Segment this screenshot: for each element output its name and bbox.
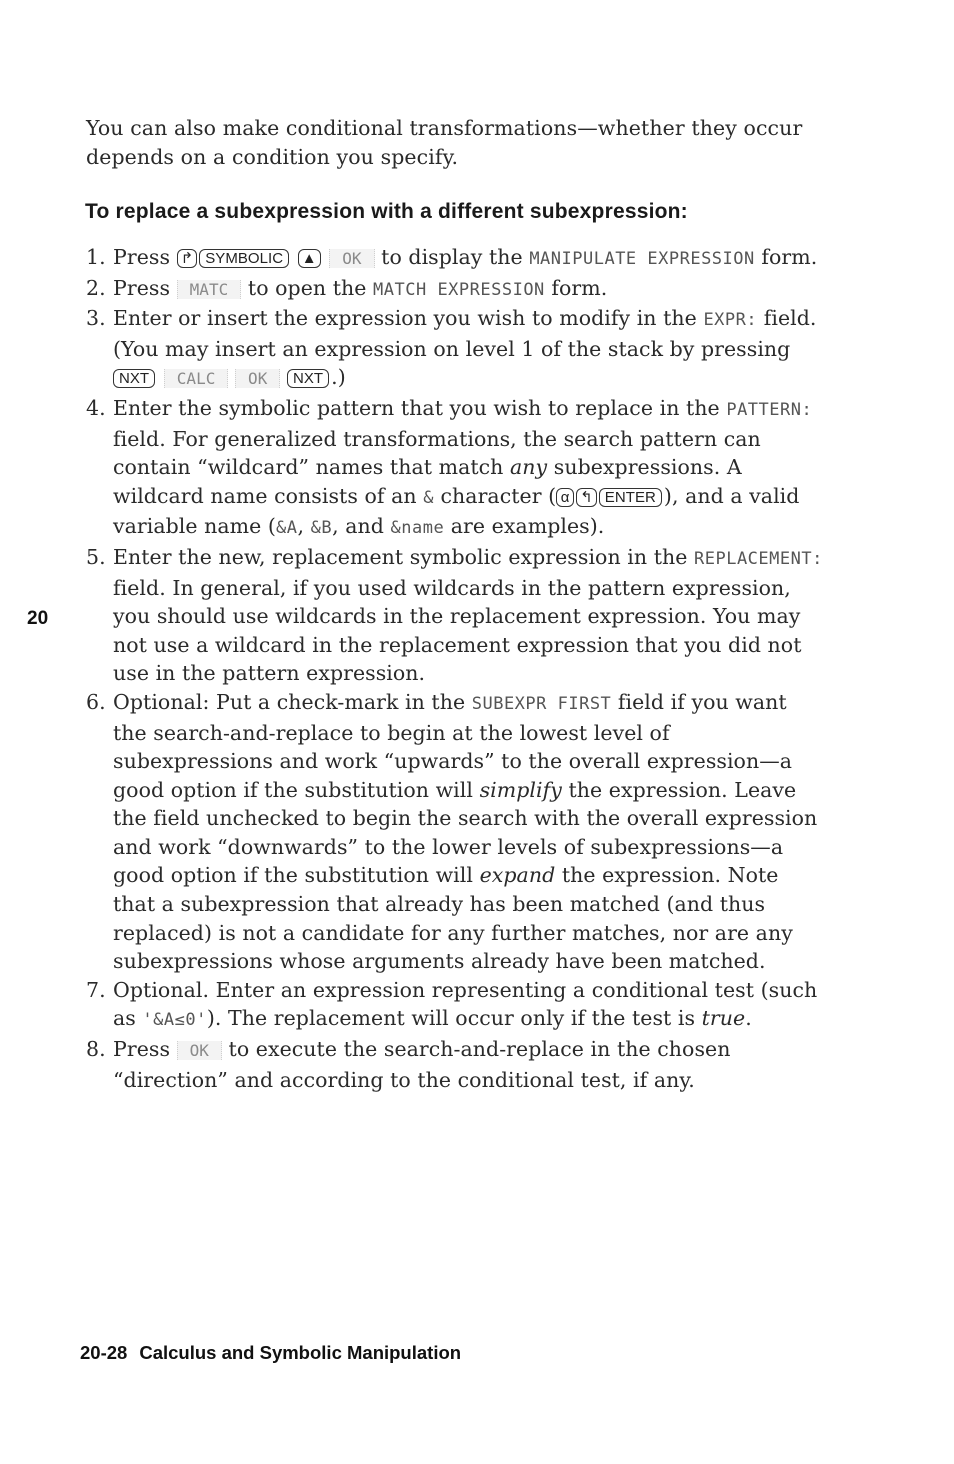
field-name: SUBEXPR FIRST	[471, 693, 612, 714]
step-text: the expression. Leave the field unchecked to begin the search with the overall expression and work “downwards” to the lower levels of subexpressions—a good option if the substitution will	[113, 777, 818, 888]
procedure-heading: To replace a subexpression with a different subexpression:	[85, 200, 688, 223]
chapter-title: Calculus and Symbolic Manipulation	[139, 1342, 462, 1363]
chapter-tab: 20	[27, 608, 49, 629]
emphasis: any	[510, 455, 548, 480]
step-number: 7.	[86, 977, 106, 1002]
step-text: Press	[113, 1037, 171, 1062]
step-text: to execute the search-and-replace in the chosen “direction” and according to the conditional test, if any.	[113, 1037, 731, 1092]
calc-softkey: CALC	[164, 369, 229, 388]
step-number: 2.	[86, 275, 106, 300]
step-text: form.	[761, 245, 818, 269]
step-text: Enter or insert the expression you wish to modify in the	[113, 306, 697, 331]
intro-paragraph: You can also make conditional transformations—whether they occur depends on a condition you specify.	[86, 116, 803, 169]
step-text: form.	[551, 275, 608, 300]
step-number: 8.	[86, 1037, 106, 1062]
step-text: subexpressions. A wildcard name consists of an	[113, 455, 742, 508]
step-4	[86, 394, 826, 543]
step-number: 3.	[86, 306, 106, 331]
steps-list	[86, 243, 826, 1094]
step-text: ,	[297, 514, 305, 539]
emphasis: true	[701, 1006, 746, 1031]
step-text: to display the	[381, 245, 523, 269]
step-text: to open the	[247, 275, 367, 300]
step-2	[86, 274, 826, 305]
page-footer	[80, 1342, 461, 1364]
ok-softkey: OK	[177, 1041, 222, 1060]
step-number: 1.	[86, 245, 106, 269]
step-text: Enter the new, replacement symbolic expression in the	[113, 544, 688, 569]
step-1	[86, 243, 826, 274]
emphasis: simplify	[479, 777, 562, 802]
step-text: Press	[113, 245, 171, 269]
left-shift-key: ↰	[576, 488, 597, 507]
step-7	[86, 976, 826, 1035]
code-example: '&A≤0'	[142, 1010, 207, 1031]
step-6	[86, 688, 826, 976]
ampersand-char: &	[423, 487, 434, 508]
step-text: field. In general, if you used wildcards in the pattern expression, you should use wildcards in the replacement expression. You may not use a wildcard in the replacement expression that you did not use in the pattern expression.	[113, 575, 802, 686]
step-3	[86, 304, 826, 394]
ok-softkey: OK	[235, 369, 280, 388]
example-name: &A	[275, 518, 298, 539]
form-name: MATCH EXPRESSION	[373, 279, 545, 300]
example-name: &B	[310, 518, 333, 539]
step-text: field. (You may insert an expression on level 1 of the stack by pressing	[113, 306, 817, 361]
right-shift-key: ↱	[177, 249, 198, 268]
step-text: field. For generalized transformations, the search pattern can contain “wildcard” names that match	[113, 426, 761, 480]
up-arrow-key: ▲	[298, 249, 321, 268]
step-text: are examples).	[450, 514, 605, 539]
field-name: EXPR:	[703, 310, 758, 331]
step-8	[86, 1035, 826, 1094]
step-number: 6.	[86, 689, 106, 714]
step-text: character (	[440, 483, 557, 508]
page-number: 20-28	[80, 1342, 128, 1363]
step-text: the expression. Note that a subexpression that already has been matched (and thus replaced) is not a candidate for any further matches, nor are any subexpressions whose arguments already have been matched.	[113, 863, 793, 974]
field-name: REPLACEMENT:	[694, 548, 823, 569]
emphasis: expand	[479, 863, 556, 888]
nxt-key: NXT	[113, 369, 155, 388]
step-text: Optional. Enter an expression representing a conditional test (such as	[113, 977, 818, 1031]
step-text: field if you want the search-and-replace to begin at the lowest level of subexpressions and work “upwards” to the overall expression—a good option if the substitution will	[113, 689, 793, 802]
step-5	[86, 543, 826, 688]
enter-key: ENTER	[599, 488, 662, 507]
step-text: .	[745, 1006, 752, 1031]
nxt-key: NXT	[287, 369, 329, 388]
step-text: , and	[332, 514, 384, 539]
form-name: MANIPULATE EXPRESSION	[529, 249, 755, 269]
step-number: 4.	[86, 395, 106, 420]
example-name: &name	[390, 518, 445, 539]
step-text: ), and a valid variable name (	[113, 483, 800, 539]
symbolic-key: SYMBOLIC	[199, 249, 289, 268]
step-text: Optional: Put a check-mark in the	[113, 689, 466, 714]
ok-softkey: OK	[329, 249, 374, 268]
step-text: Press	[113, 275, 171, 300]
step-text: Enter the symbolic pattern that you wish to replace in the	[113, 395, 720, 420]
step-text: .)	[331, 365, 346, 390]
step-text: ). The replacement will occur only if the test is	[206, 1006, 696, 1031]
step-number: 5.	[86, 544, 106, 569]
field-name: PATTERN:	[726, 399, 813, 420]
matc-softkey: MATC	[177, 280, 242, 299]
alpha-key: α	[556, 488, 574, 507]
